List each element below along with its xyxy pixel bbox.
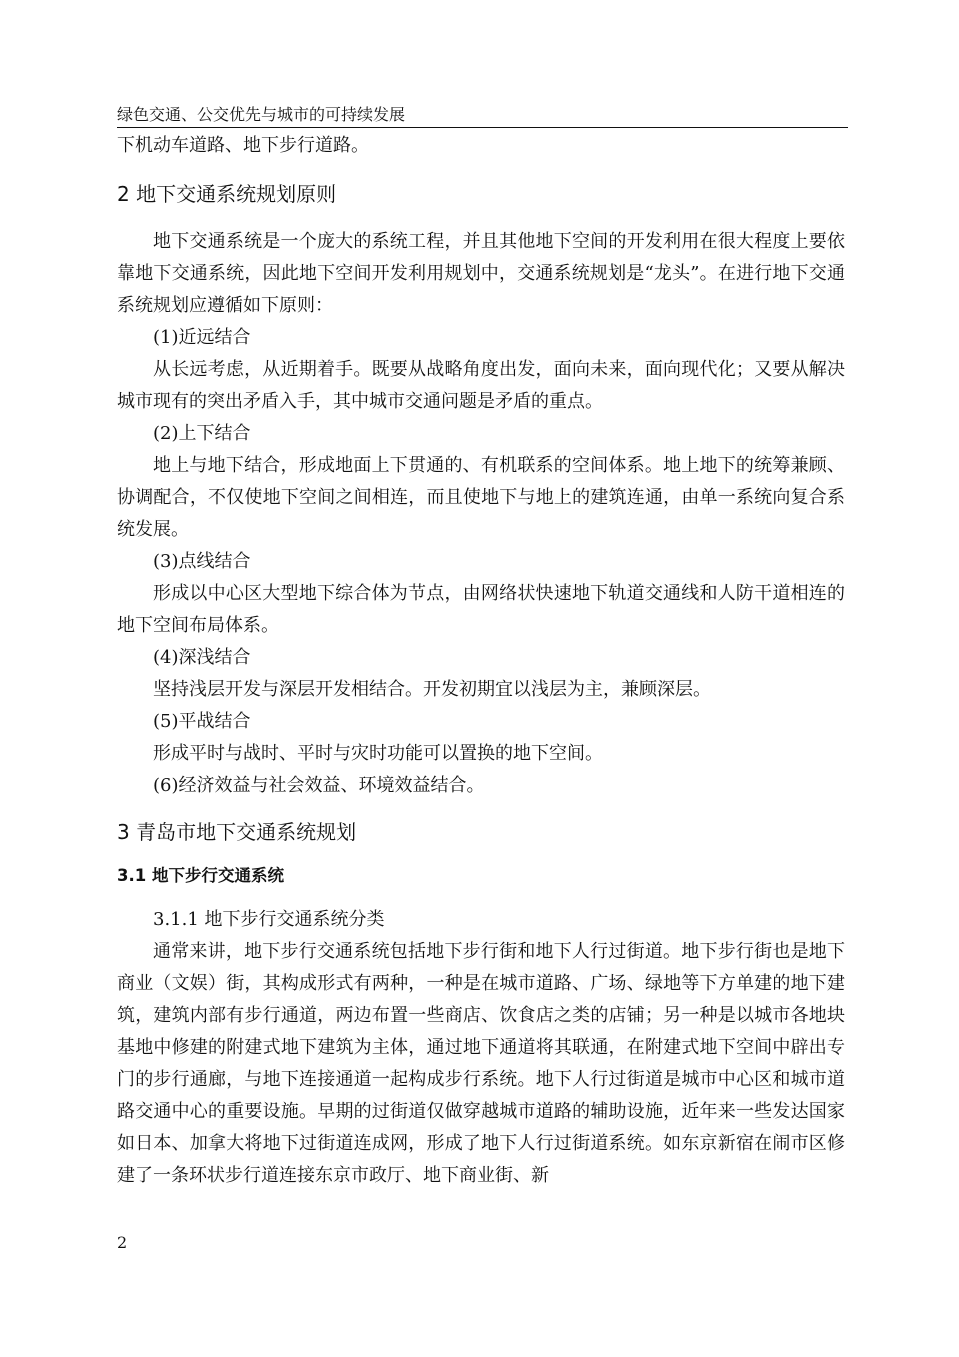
- principle-3-label: (3)点线结合: [153, 551, 251, 572]
- section-3-1-1-heading: 3.1.1 地下步行交通系统分类: [153, 909, 385, 930]
- principle-2-text: 地上与地下结合，形成地面上下贯通的、有机联系的空间体系。地上地下的统筹兼顾、协调配合，不仅使地下空间之间相连，而且使地下与地上的建筑连通，由单一系统向复合系统发展。: [117, 455, 845, 540]
- principle-4-label: (4)深浅结合: [153, 647, 251, 668]
- page-body: [117, 130, 845, 1192]
- continuation-text: 下机动车道路、地下步行道路。: [117, 135, 369, 156]
- principle-5-label: (5)平战结合: [153, 711, 251, 732]
- section-3-1-1-paragraph: 通常来讲，地下步行交通系统包括地下步行街和地下人行过街道。地下步行街也是地下商业（文娱）街，其构成形式有两种，一种是在城市道路、广场、绿地等下方单建的地下建筑，建筑内部有步行通道，两边布置一些商店、饮食店之类的店铺；另一种是以城市各地块基地中修建的附建式地下建筑为主体，通过地下通道将其联通，在附建式地下空间中辟出专门的步行通廊，与地下连接通道一起构成步行系统。地下人行过街道是城市中心区和城市道路交通中心的重要设施。早期的过街道仅做穿越城市道路的辅助设施，近年来一些发达国家如日本、加拿大将地下过街道连成网，形成了地下人行过街道系统。如东京新宿在闹市区修建了一条环状步行道连接东京市政厅、地下商业街、新: [117, 941, 845, 1186]
- section-3-1-heading: 3.1 地下步行交通系统: [117, 866, 284, 885]
- section-3-heading: 3 青岛市地下交通系统规划: [117, 820, 357, 844]
- section-2-intro: 地下交通系统是一个庞大的系统工程，并且其他地下空间的开发利用在很大程度上要依靠地下交通系统，因此地下空间开发利用规划中，交通系统规划是“龙头”。在进行地下交通系统规划应遵循如下原则：: [117, 231, 845, 316]
- principle-1-text: 从长远考虑，从近期着手。既要从战略角度出发，面向未来，面向现代化；又要从解决城市现有的突出矛盾入手，其中城市交通问题是矛盾的重点。: [117, 359, 845, 412]
- section-2-heading: 2 地下交通系统规划原则: [117, 182, 337, 206]
- running-header: 绿色交通、公交优先与城市的可持续发展: [117, 105, 406, 124]
- header-rule: [117, 127, 848, 128]
- principle-2-label: (2)上下结合: [153, 423, 251, 444]
- principle-4-text: 坚持浅层开发与深层开发相结合。开发初期宜以浅层为主，兼顾深层。: [153, 679, 711, 700]
- page-number: 2: [117, 1233, 128, 1252]
- principle-3-text: 形成以中心区大型地下综合体为节点，由网络状快速地下轨道交通线和人防干道相连的地下空间布局体系。: [117, 583, 845, 636]
- principle-6-label: (6)经济效益与社会效益、环境效益结合。: [153, 775, 485, 796]
- principle-1-label: (1)近远结合: [153, 327, 251, 348]
- principle-5-text: 形成平时与战时、平时与灾时功能可以置换的地下空间。: [153, 743, 603, 764]
